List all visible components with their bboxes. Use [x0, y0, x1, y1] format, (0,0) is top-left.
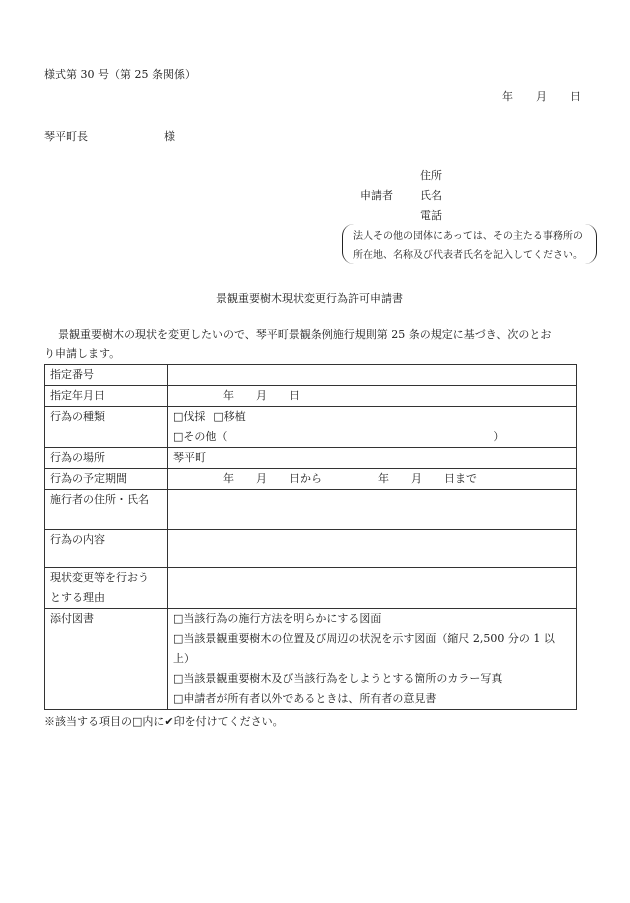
- to-day-label: 日まで: [444, 472, 477, 485]
- addressee-honorific: 様: [164, 130, 175, 143]
- scheduled-period-field[interactable]: [168, 469, 577, 490]
- date-month-label: 月: [536, 90, 547, 103]
- addressee-town: 琴平町長: [44, 130, 88, 143]
- address-label: 住所: [420, 169, 442, 182]
- contractor-field[interactable]: [168, 490, 577, 530]
- attachments-field: [168, 609, 577, 710]
- date-year-label: 年: [502, 90, 513, 103]
- act-content-label: 行為の内容: [45, 530, 168, 568]
- scheduled-period-label: 行為の予定期間: [45, 469, 168, 490]
- act-type-field: [168, 407, 577, 448]
- table-row: [45, 490, 577, 530]
- from-month-label: 月: [256, 472, 267, 485]
- attach-item-2[interactable]: □当該景観重要樹木の位置及び周辺の状況を示す図面（縮尺 2,500 分の 1 以上）: [173, 632, 555, 665]
- from-year-label: 年: [223, 472, 234, 485]
- table-row: [45, 407, 577, 448]
- footnote: ※該当する項目の□内に✔印を付けてください。: [44, 715, 284, 728]
- act-content-field[interactable]: [168, 530, 577, 568]
- reason-label: [45, 568, 168, 609]
- phone-label: 電話: [420, 209, 442, 222]
- designation-number-label: 指定番号: [45, 365, 168, 386]
- felling-checkbox[interactable]: □伐採: [173, 410, 206, 423]
- table-row: [45, 448, 577, 469]
- transplant-checkbox[interactable]: □移植: [213, 410, 246, 423]
- year-label: 年: [223, 389, 234, 402]
- attachments-label: 添付図書: [45, 609, 168, 710]
- contractor-label: 施行者の住所・氏名: [45, 490, 168, 530]
- act-location-field[interactable]: 琴平町: [168, 448, 577, 469]
- intro-line1: 景観重要樹木の現状を変更したいので、琴平町景観条例施行規則第 25 条の規定に基づき、次のとお: [58, 328, 552, 341]
- from-day-label: 日から: [289, 472, 322, 485]
- month-label: 月: [256, 389, 267, 402]
- designation-number-field[interactable]: [168, 365, 577, 386]
- day-label: 日: [289, 389, 300, 402]
- close-paren: ）: [493, 430, 505, 443]
- form-number: 様式第 30 号（第 25 条関係）: [44, 68, 196, 81]
- table-row: [45, 365, 577, 386]
- intro-line2: り申請します。: [44, 347, 121, 360]
- application-table: [44, 364, 577, 710]
- reason-field[interactable]: [168, 568, 577, 609]
- table-row: [45, 386, 577, 407]
- name-label: 氏名: [420, 189, 442, 202]
- attach-item-4[interactable]: □申請者が所有者以外であるときは、所有者の意見書: [173, 692, 437, 705]
- designation-date-label: 指定年月日: [45, 386, 168, 407]
- to-year-label: 年: [378, 472, 389, 485]
- applicant-note-line2: 所在地、名称及び代表者氏名を記入してください。: [353, 250, 583, 261]
- document-title: 景観重要樹木現状変更行為許可申請書: [216, 292, 403, 305]
- applicant-note-line1: 法人その他の団体にあっては、その主たる事務所の: [353, 231, 583, 242]
- table-row: [45, 609, 577, 710]
- to-month-label: 月: [411, 472, 422, 485]
- act-location-label: 行為の場所: [45, 448, 168, 469]
- designation-date-field[interactable]: [168, 386, 577, 407]
- reason-label-line1: 現状変更等を行おう: [50, 571, 149, 584]
- reason-label-line2: とする理由: [50, 591, 105, 604]
- table-row: [45, 469, 577, 490]
- applicant-label: 申請者: [360, 189, 393, 202]
- table-row: [45, 568, 577, 609]
- other-checkbox[interactable]: □その他（: [173, 430, 228, 443]
- attach-item-1[interactable]: □当該行為の施行方法を明らかにする図面: [173, 612, 382, 625]
- act-type-label: 行為の種類: [45, 407, 168, 448]
- table-row: [45, 530, 577, 568]
- attach-item-3[interactable]: □当該景観重要樹木及び当該行為をしようとする箇所のカラー写真: [173, 672, 503, 685]
- date-day-label: 日: [570, 90, 581, 103]
- applicant-note-bracket: [342, 224, 597, 264]
